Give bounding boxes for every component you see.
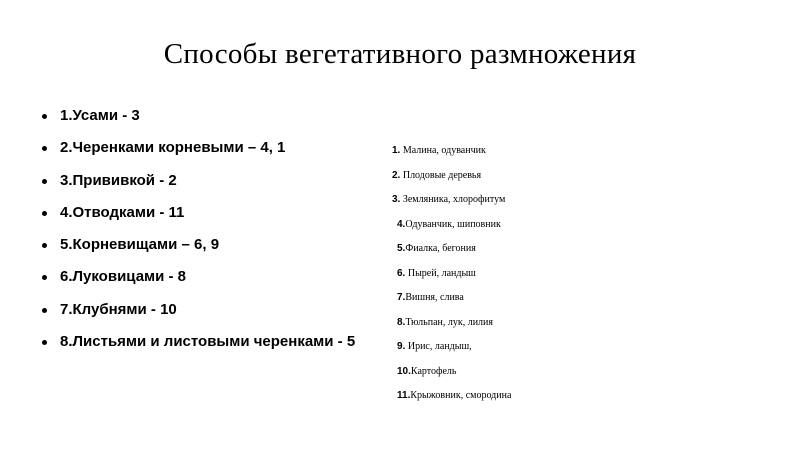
plants-list xyxy=(0,144,800,414)
plant-item xyxy=(397,389,511,403)
plant-item xyxy=(397,316,493,330)
plant-item xyxy=(392,144,486,158)
list-item xyxy=(40,104,355,136)
plant-item xyxy=(392,193,505,207)
plant-names: Одуванчик, шиповник xyxy=(405,218,501,230)
method-text: 5.Корневищами – 6, 9 xyxy=(60,236,220,254)
method-text: 2.Черенками корневыми – 4, 1 xyxy=(60,139,286,157)
plant-number: 5. xyxy=(397,243,406,254)
plant-item xyxy=(397,340,472,354)
plant-names: Вишня, слива xyxy=(405,292,464,303)
plant-number: 7. xyxy=(397,292,406,303)
plant-names: Земляника, хлорофитум xyxy=(400,194,506,205)
plant-number: 6. xyxy=(397,267,406,279)
plant-names: Картофель xyxy=(410,365,457,377)
method-text: 4.Отводками - 11 xyxy=(60,203,185,221)
method-text: 1.Усами - 3 xyxy=(60,107,140,124)
plant-number: 10. xyxy=(397,365,411,377)
plant-names: Крыжовник, смородина xyxy=(410,390,512,401)
plant-number: 1. xyxy=(392,145,401,156)
slide-title: Способы вегетативного размножения xyxy=(163,38,637,70)
bullet-icon xyxy=(42,114,47,119)
plant-number: 2. xyxy=(392,169,401,181)
method-text: 7.Клубнями - 10 xyxy=(60,300,177,318)
plant-item xyxy=(397,218,501,232)
plant-item xyxy=(397,242,476,256)
method-text: 3.Прививкой - 2 xyxy=(60,171,177,189)
method-text: 6.Луковицами - 8 xyxy=(60,268,187,286)
plant-item xyxy=(397,291,464,305)
plant-names: Плодовые деревья xyxy=(400,169,482,181)
plant-item xyxy=(397,365,456,379)
plant-number: 8. xyxy=(397,316,406,328)
plant-number: 11. xyxy=(397,390,411,401)
plant-names: Малина, одуванчик xyxy=(400,145,486,156)
plant-number: 3. xyxy=(392,194,401,205)
plant-names: Ирис, ландыш, xyxy=(405,341,472,352)
plant-number: 9. xyxy=(397,341,406,352)
method-text: 8.Листьями и листовыми черенками - 5 xyxy=(60,333,356,351)
plant-item xyxy=(392,169,481,183)
plant-names: Пырей, ландыш xyxy=(405,267,476,279)
plant-names: Тюльпан, лук, лилия xyxy=(405,316,493,328)
plant-names: Фиалка, бегония xyxy=(405,243,476,254)
plant-item xyxy=(397,267,476,281)
plant-number: 4. xyxy=(397,218,406,230)
